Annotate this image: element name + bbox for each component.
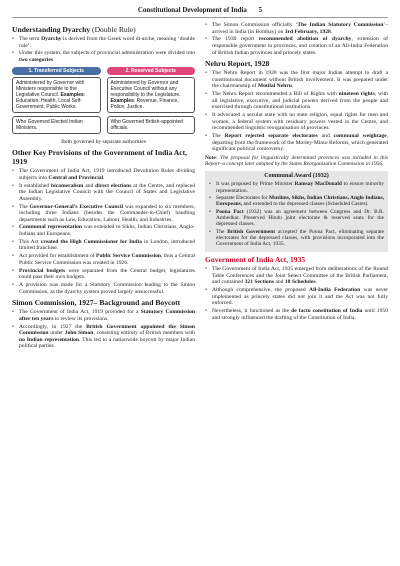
list-item: • A provision was made for a Statutory Commission leading to the Simon Commission, as the dyarchy system proved largely unsuccessful. [12, 282, 195, 295]
list-item: • Act provided for establishment of Public Service Commission, thus a Central Public Service Commission was created in 1926. [12, 253, 195, 266]
communal-award-list [209, 181, 384, 248]
dyarchy-list [12, 36, 195, 64]
reserved-column [107, 67, 196, 137]
list-item: • It advocated a secular state with no state religion, equal rights for men and women, a federal system with residuary powers vested in the Centre, and recommended linguistic reorganisation of provinces. [205, 112, 388, 132]
reserved-box: Administered by Governor and Executive Council without any responsibility to the Legislature. Examples: Revenue, Finance, Police, Justice. [107, 77, 196, 113]
list-item: • The Nehru Report recommended a Bill of Rights with nineteen rights, with all legislative, executive, and judicial powers derived from the people and exercised through constitutional institutions. [205, 91, 388, 111]
list-item: • The Government of India Act, 1919 provided for a Statutory Commission after ten years to review its provisions. [12, 309, 195, 322]
heading-simon-commission: Simon Commission, 1927– Background and Boycott [12, 298, 181, 308]
list-item: • This Act created the High Commissioner for India in London, introduced limited franchise. [12, 239, 195, 252]
right-column [205, 22, 388, 351]
list-item: • The Government of India Act, 1919 introduced Devolution Rules dividing subjects into Central and Provincial. [12, 168, 195, 181]
heading-provisions-1919: Other Key Provisions of the Government of India Act, 1919 [12, 148, 187, 167]
list-item: • The British Government accepted the Poona Pact, eliminating separate electorates for the depressed classes, with provisions incorporated into the Government of India Act, 1935. [209, 229, 384, 248]
list-item: • The Simon Commission officially ‘The Indian Statutory Commission’–arrived in India (in Bombay) on 3rd February, 1928. [205, 22, 388, 35]
simon-continued-list [205, 22, 388, 56]
transferred-column [12, 67, 101, 137]
transferred-subjects-label: 1. Transferred Subjects [12, 67, 101, 75]
running-header [12, 4, 388, 18]
list-item: • Accordingly, in 1927 the British Government appointed the Simon Commission under John Simon, consisting entirely of British members with no Indian representation. This led to a nationwide boycott by major Indian political parties. [12, 324, 195, 350]
list-item: • The Nehru Report in 1928 was the first major Indian attempt to draft a constitutional document without British involvement. It was prepared under the chairmanship of Motilal Nehru. [205, 70, 388, 90]
header-title: Constitutional Development of India [137, 6, 247, 14]
list-item: • The Government of India Act, 1935 emerged from deliberations of the Round Table Conferences and the Joint Select Committee of the British Parliament, and contained 321 Sections and 10 Schedules. [205, 266, 388, 286]
heading-dyarchy: Understanding Dyarchy (Double Rule) [12, 25, 136, 34]
communal-award-box [205, 171, 388, 252]
list-item: • The term Dyarchy is derived from the Greek word di-arche, meaning ‘double rule’. [12, 36, 195, 49]
reserved-subjects-label: 2. Reserved Subjects [107, 67, 196, 75]
list-item: • Provincial budgets were separated from the Central budget, legislatures could pass their own budgets. [12, 268, 195, 281]
simon-list [12, 309, 195, 350]
list-item: • Separate Electorates for Muslims, Sikhs, Indian Christians, Anglo Indians, Europeans, and extended to the depressed classes (Scheduled Castes). [209, 195, 384, 208]
nehru-list [205, 70, 388, 153]
act-1935-list [205, 266, 388, 321]
list-item: • It established bicameralism and direct elections at the Centre, and replaced the Indian Legislative Council with the Council of States and Legislative Assembly. [12, 183, 195, 203]
list-item: • Although comprehensive, the proposed All-India Federation was never implemented as princely states did not join it and the Act was not fully enforced. [205, 287, 388, 307]
list-item: • The 1930 report recommended abolition of dyarchy, extension of responsible government in provinces, and creation of an All-India Federation of British Indian provinces and princely states. [205, 36, 388, 56]
elected-ministers-box: Who Governed Elected Indian Ministers. [12, 116, 101, 134]
list-item: • It was proposed by Prime Minister Ramsay MacDonald to ensure minority representation. [209, 181, 384, 194]
list-item: • Nevertheless, it functioned as the de facto constitution of India until 1950 and strongly influenced the drafting of the Constitution of India. [205, 308, 388, 321]
list-item: • Under this system, the subjects of provincial administration were divided into two categories [12, 50, 195, 63]
left-column [12, 22, 195, 351]
provisions-list [12, 168, 195, 295]
list-item: • Poona Pact (1932) was an agreement between Congress and Dr. B.R. Ambedkar. Preserved Hindu joint electorate & reserved seats for the depressed classes. [209, 209, 384, 228]
diagram-caption: Both governed by separate authorities [61, 138, 146, 145]
communal-award-title: Communal Award (1932) [264, 172, 329, 179]
list-item: • The Governor-General’s Executive Council was expanded to six members, including three Indians (besides the Commander-in-Chief) handling departments such as Law, Education, Labour, Health, and Industries. [12, 204, 195, 224]
list-item: • The Report rejected separate electorates and communal weightage, departing from the framework of the Morley-Minto Reforms, which generated significant political controversy. [205, 133, 388, 153]
dyarchy-diagram [12, 67, 195, 137]
note-linguistic-provinces: Note: The proposal for linguistically determined provinces was included in this Report–a concept later adopted by the States Reorganization Commission in 1956. [205, 154, 388, 168]
page-number: 5 [258, 6, 263, 14]
heading-goi-act-1935: Government of India Act, 1935 [205, 254, 306, 264]
transferred-box: Administered by Governor with Ministers responsible to the Legislative Council. Examples: Education, Health, Local Self-Government, Public Works. [12, 77, 101, 113]
list-item: • Communal representation was extended to Sikhs, Indian Christians, Anglo-Indians and Europeans. [12, 224, 195, 237]
british-officials-box: Who Governed British-appointed officials. [107, 116, 196, 134]
heading-nehru-report: Nehru Report, 1928 [205, 59, 270, 69]
